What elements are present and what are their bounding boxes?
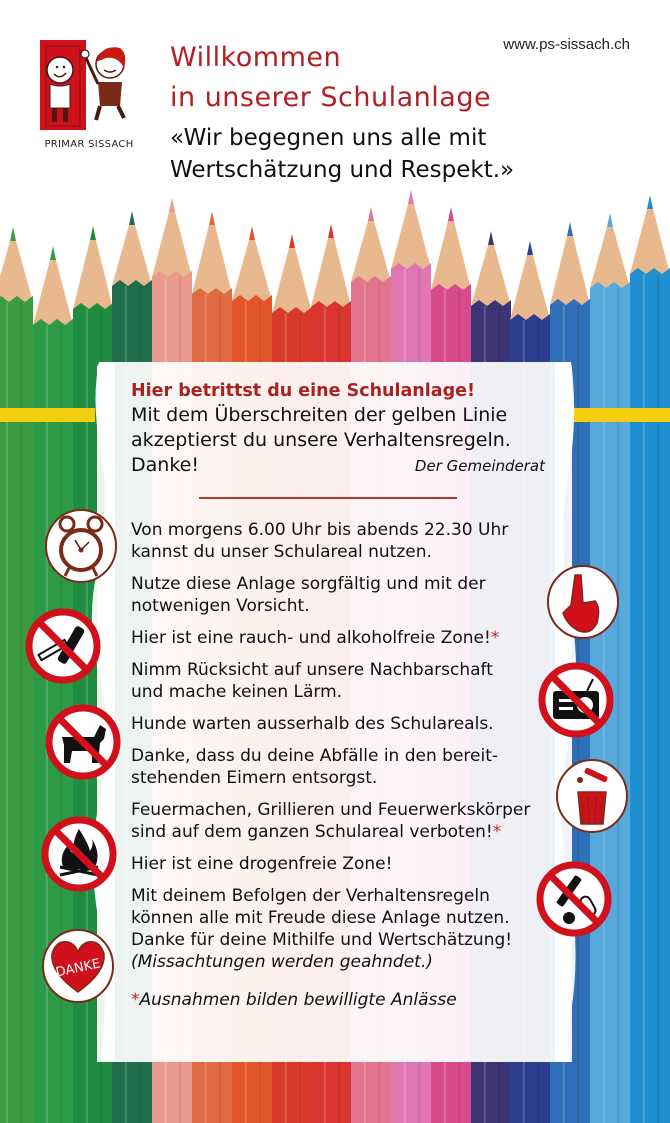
rule-text: können alle mit Freude diese Anlage nutzen. [131, 908, 510, 928]
page-title [170, 38, 491, 118]
asterisk-marker: * [490, 628, 500, 648]
divider [199, 497, 457, 499]
rule-text: Hunde warten ausserhalb des Schulareals. [131, 714, 494, 734]
intro-row [131, 453, 561, 479]
header [0, 0, 670, 200]
rule-text: Danke für deine Mithilfe und Wertschätzung! [131, 930, 513, 950]
rule-no-dogs [131, 713, 561, 735]
rule-text: Feuermachen, Grillieren und Feuerwerkskörper [131, 800, 531, 820]
rule-text: Von morgens 6.00 Uhr bis abends 22.30 Uhr [131, 520, 509, 540]
intro-heading: Hier betrittst du eine Schulanlage! [131, 381, 475, 401]
rule-text: Nutze diese Anlage sorgfältig und mit der [131, 574, 486, 594]
intro-thanks: Danke! [131, 454, 199, 476]
rule-no-drugs [131, 853, 561, 875]
yellow-line-left [0, 408, 95, 422]
logo-label: PRIMAR SISSACH [44, 139, 134, 150]
website-link[interactable]: www.ps-sissach.ch [503, 36, 630, 53]
rules-content [131, 380, 561, 1012]
motto [170, 122, 514, 186]
rule-no-smoking-alcohol [131, 627, 561, 649]
rule-text: und mache keinen Lärm. [131, 682, 343, 702]
intro-line-2: akzeptierst du unsere Verhaltensregeln. [131, 429, 511, 451]
footnote [131, 989, 561, 1012]
signature: Der Gemeinderat [414, 457, 545, 475]
rule-no-noise [131, 659, 561, 703]
title-line-1: Willkommen [170, 42, 342, 73]
rule-text: Hier ist eine rauch- und alkoholfreie Zone! [131, 628, 491, 648]
rule-thanks [131, 885, 561, 973]
no-dogs-icon [44, 703, 122, 781]
rule-text: kannst du unser Schulareal nutzen. [131, 542, 432, 562]
motto-line-1: «Wir begegnen uns alle mit [170, 125, 487, 151]
danke-label: DANKE [54, 956, 102, 981]
asterisk-marker: * [131, 990, 140, 1010]
rule-text: Nimm Rücksicht auf unsere Nachbarschaft [131, 660, 493, 680]
school-logo [30, 36, 148, 154]
rule-text: Hier ist eine drogenfreie Zone! [131, 854, 393, 874]
no-radio-icon [537, 661, 615, 739]
rule-text: Mit deinem Befolgen der Verhaltensregeln [131, 886, 490, 906]
alarm-clock-icon [43, 508, 119, 584]
intro-line-1: Mit dem Überschreiten der gelben Linie [131, 404, 508, 426]
no-fire-icon [40, 815, 118, 893]
asterisk-marker: * [492, 822, 502, 842]
no-smoking-alcohol-icon [24, 607, 102, 685]
rule-no-fire [131, 799, 561, 843]
rule-note: (Missachtungen werden geahndet.) [131, 952, 433, 972]
danke-heart-icon [40, 928, 116, 1004]
children-logo-icon [36, 38, 136, 136]
rule-careful [131, 573, 561, 617]
rule-text: sind auf dem ganzen Schulareal verboten! [131, 822, 493, 842]
rule-trash [131, 745, 561, 789]
trash-bin-icon [554, 758, 630, 834]
footnote-text: Ausnahmen bilden bewilligte Anlässe [139, 990, 457, 1010]
no-drugs-icon [535, 860, 613, 938]
rule-text: notwenigen Vorsicht. [131, 596, 310, 616]
rule-opening-hours [131, 519, 561, 563]
careful-hand-icon [545, 563, 621, 641]
rule-text: stehenden Eimern entsorgst. [131, 768, 378, 788]
title-line-2: in unserer Schulanlage [170, 82, 492, 113]
rules-list [131, 519, 561, 973]
motto-line-2: Wertschätzung und Respekt.» [170, 157, 515, 183]
rule-text: Danke, dass du deine Abfälle in den bereit- [131, 746, 499, 766]
